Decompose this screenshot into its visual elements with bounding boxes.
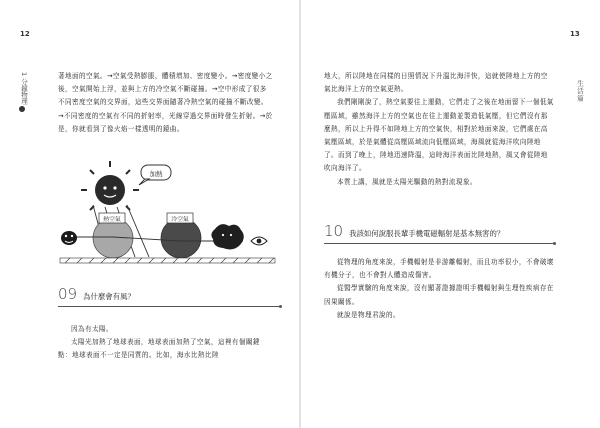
question-09-rule-end (279, 305, 282, 308)
question-09-number: 09 (58, 285, 78, 303)
page-gutter (299, 0, 301, 428)
heat-label: 加熱 (149, 170, 163, 178)
eye-icon (251, 237, 267, 245)
question-09-text: 為什麼會有風？ (83, 292, 135, 301)
right-page-number: 13 (570, 30, 580, 38)
left-top-text (58, 70, 273, 136)
side-tab-dot (19, 106, 25, 112)
wind-paragraph: 我們剛剛說了，熱空氣要往上運動，它們走了之後在地面留下一個低氣壓區域，雖然海洋上方的空氣也在往上運動並製造低氣壓，但它們沒有那麼熱，所以上升得不如陸地上方的空氣快，相對於地面來說，它們處在高氣壓區域，於是氣體從高壓區域流向低壓區域，海風就從海洋吹向陸地了。而到了晚上，陸地迅速降溫，這時海洋表面比陸地熱，風又會從陸地吹向海洋了。 (324, 98, 554, 173)
hot-air-label: 熱空氣 (103, 217, 121, 223)
answer-10-paragraph-2: 從醫學實驗的角度來說，沒有顯著證據證明手機輻射與生理性疾病存在因果關係。 (324, 284, 554, 306)
answer-10-paragraph-1: 從物理的角度來說，手機輻射是非游離輻射，而且功率很小，不會破壞有機分子，也不會對人體造成傷害。 (324, 258, 554, 280)
left-page-number: 12 (20, 30, 30, 38)
summary-paragraph: 本質上講，風就是太陽光驅動的熱對流現象。 (337, 177, 477, 186)
left-top-paragraph: 著地面的空氣。→空氣受熱膨脹，體積增加、密度變小。→密度變小之後，空氣開始上浮，並與上方的冷空氣不斷碰撞。→空中形成了很多不同密度空氣的交界面，這些交界面隨著冷熱空氣的碰撞不斷改變。→不同密度的空氣有不同的折射率，光線穿過交界面時發生折射。→於是，你就看到了像火焰一樣透明的鏡曲。 (58, 72, 273, 133)
dark-blob-icon (211, 224, 243, 249)
sun-icon (81, 161, 139, 219)
right-text-block (324, 70, 554, 189)
heat-bubble (139, 165, 171, 185)
question-09-rule (58, 306, 280, 307)
right-answer-text (324, 256, 554, 322)
right-side-tab: 生活篇 (576, 80, 584, 103)
right-top-paragraph: 地大，所以陸地在同樣的日照情況下升溫比海洋快，這就使陸地上方的空氣比海洋上方的空氣更熱。 (324, 72, 548, 94)
left-face-icon (61, 231, 77, 245)
left-answer-text (58, 323, 273, 363)
hot-air-diagram (55, 155, 285, 265)
answer-10-paragraph-3: 就說是物理君說的。 (337, 310, 400, 319)
answer-09-line-1: 因為有太陽。 (71, 325, 113, 333)
question-10-rule-end (553, 242, 556, 245)
question-10-number: 10 (324, 222, 344, 240)
question-10 (324, 222, 504, 240)
left-side-tab (19, 72, 28, 115)
ground-hatch (60, 258, 275, 263)
answer-09-line-2: 太陽光加熱了地球表面，地球表面加熱了空氣，這裡有個關鍵點：地球表面不一定是同質的。比如，海水比熱比陸 (58, 338, 260, 360)
question-10-text: 我該如何說服長輩手機電磁輻射是基本無害的？ (349, 229, 505, 238)
cold-air-label: 冷空氣 (171, 217, 189, 223)
question-10-rule (324, 243, 554, 244)
left-side-tab-label: 1 分鐘物理 (20, 72, 28, 105)
cold-air-circle (161, 218, 201, 258)
question-09 (58, 285, 135, 303)
